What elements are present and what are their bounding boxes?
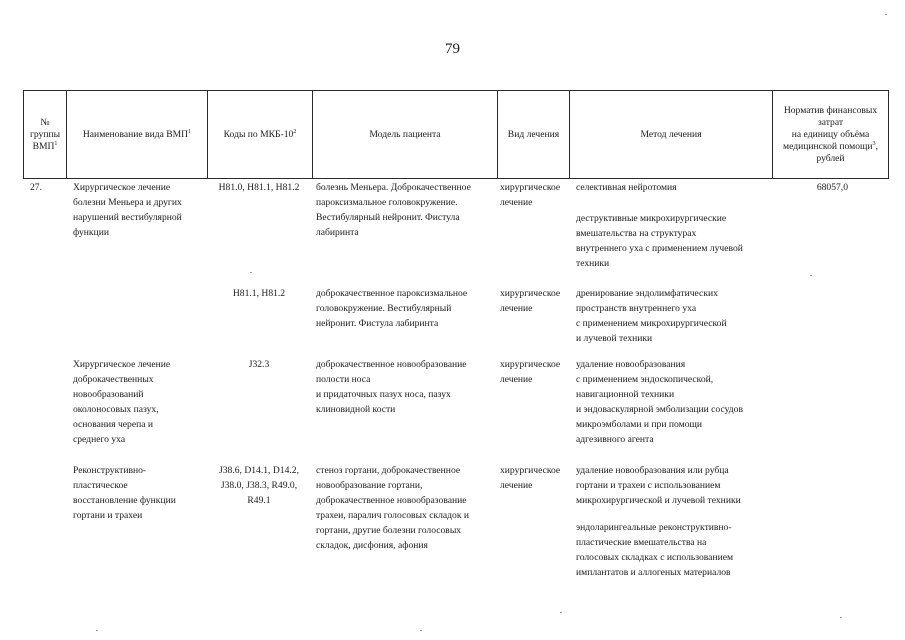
row-patient-model: болезнь Меньера. Доброкачественное пароксизмальное головокружение. Вестибулярный нейронит. Фистула лабиринта <box>316 182 471 238</box>
row-patient-model: стеноз гортани, доброкачественное новообразование гортани, доброкачественное новообразование трахеи, паралич голосовых складок и гортани, другие болезни голосовых складок, дисфония, афония <box>316 465 470 551</box>
scan-speck <box>250 272 252 273</box>
header-codes: Коды по МКБ-$10^2$ <box>223 128 297 140</box>
row-method: удаление новообразования или рубца гортани и трахеи с использованием микрохирургической и лучевой техники <box>576 465 741 506</box>
row-name: Хирургическое лечение доброкачественных новообразований околоносовых пазух, основания черепа и среднего уха <box>73 359 171 445</box>
row-method: удаление новообразования с применением эндоскопической, навигационной техники и эндоваскулярной эмболизации сосудов микроэмболами и при помощи адгезивного агента <box>576 359 743 445</box>
row-treatment-type: хирургическое лечение <box>500 465 561 491</box>
header-name: Наименование вида ВМП$^1$ <box>82 128 192 140</box>
header-method: Метод лечения <box>640 128 702 140</box>
row-norm-cost: 68057,0 <box>816 182 848 193</box>
row-treatment-type: хирургическое лечение <box>500 359 561 385</box>
row-treatment-type: хирургическое лечение <box>500 288 561 314</box>
row-name: Хирургическое лечение болезни Меньера и других нарушений вестибулярной функции <box>73 182 182 238</box>
scan-speck <box>96 630 98 631</box>
row-codes: J32.3 <box>248 359 270 370</box>
scan-speck <box>420 630 422 631</box>
row-treatment-type: хирургическое лечение <box>500 182 561 208</box>
row-patient-model: доброкачественное пароксизмальное головокружение. Вестибулярный нейронит. Фистула лабиринта <box>316 288 468 329</box>
scan-speck <box>560 612 562 613</box>
row-name: Реконструктивно- пластическое восстановление функции гортани и трахеи <box>73 465 176 521</box>
row-codes: J38.6, D14.1, D14.2, J38.0, J38.3, R49.0, R49.1 <box>219 465 299 506</box>
row-group-number: 27. <box>30 182 42 193</box>
table-header-border <box>23 178 889 179</box>
row-codes: H81.0, H81.1, H81.2 <box>218 182 300 193</box>
page-number: 79 <box>445 41 460 57</box>
header-group: № группы ВМП$^1$ <box>29 116 61 152</box>
header-model: Модель пациента <box>369 128 441 140</box>
scan-speck <box>840 617 842 618</box>
header-treatment-type: Вид лечения <box>507 128 560 140</box>
header-norm: Норматив финансовых затрат на единицу объёма медицинской помощи$^3$, рублей <box>783 104 878 164</box>
row-method: деструктивные микрохирургические вмешательства на структурах внутреннего уха с применением лучевой техники <box>576 213 743 269</box>
row-method: селективная нейротомия <box>576 182 677 193</box>
row-patient-model: доброкачественное новообразование полости носа и придаточных пазух носа, пазух клиновидной кости <box>316 359 467 415</box>
table-border-right <box>888 90 889 179</box>
row-method: эндоларингеальные реконструктивно- пластические вмешательства на голосовых складках с использованием имплантатов и аллогеных материалов <box>576 522 734 578</box>
scan-speck <box>810 275 812 276</box>
row-method: дренирование эндолимфатических пространств внутреннего уха с применением микрохирургической и лучевой техники <box>576 288 727 344</box>
scan-speck <box>885 14 887 15</box>
row-codes: H81.1, H81.2 <box>232 288 286 299</box>
